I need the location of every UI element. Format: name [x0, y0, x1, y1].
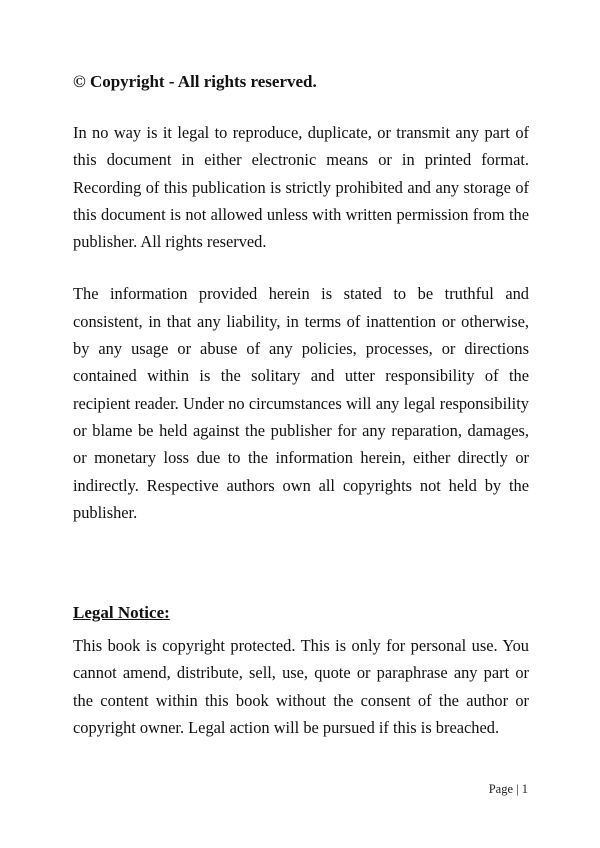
legal-notice-heading: Legal Notice:	[73, 603, 170, 623]
document-page	[73, 68, 529, 741]
legal-notice-paragraph: This book is copyright protected. This is only for personal use. You cannot amend, distribute, sell, use, quote or paraphrase any part or the content within this book without the consent of the author or copyright owner. Legal action will be pursued if this is breached.	[73, 636, 529, 738]
information-paragraph: The information provided herein is stated to be truthful and consistent, in that any liability, in terms of inattention or otherwise, by any usage or abuse of any policies, processes, or directions contained within is the solitary and utter responsibility of the recipient reader. Under no circumstances will any legal responsibility or blame be held against the publisher for any reparation, damages, or monetary loss due to the information herein, either directly or indirectly. Respective authors own all copyrights not held by the publisher.	[73, 284, 529, 522]
page-number: Page | 1	[488, 782, 528, 796]
rights-paragraph: In no way is it legal to reproduce, duplicate, or transmit any part of this document in either electronic means or in printed format. Recording of this publication is strictly prohibited and any storage of this document is not allowed unless with written permission from the publisher. All rights reserved.	[73, 123, 529, 252]
copyright-heading: © Copyright - All rights reserved.	[73, 72, 317, 91]
